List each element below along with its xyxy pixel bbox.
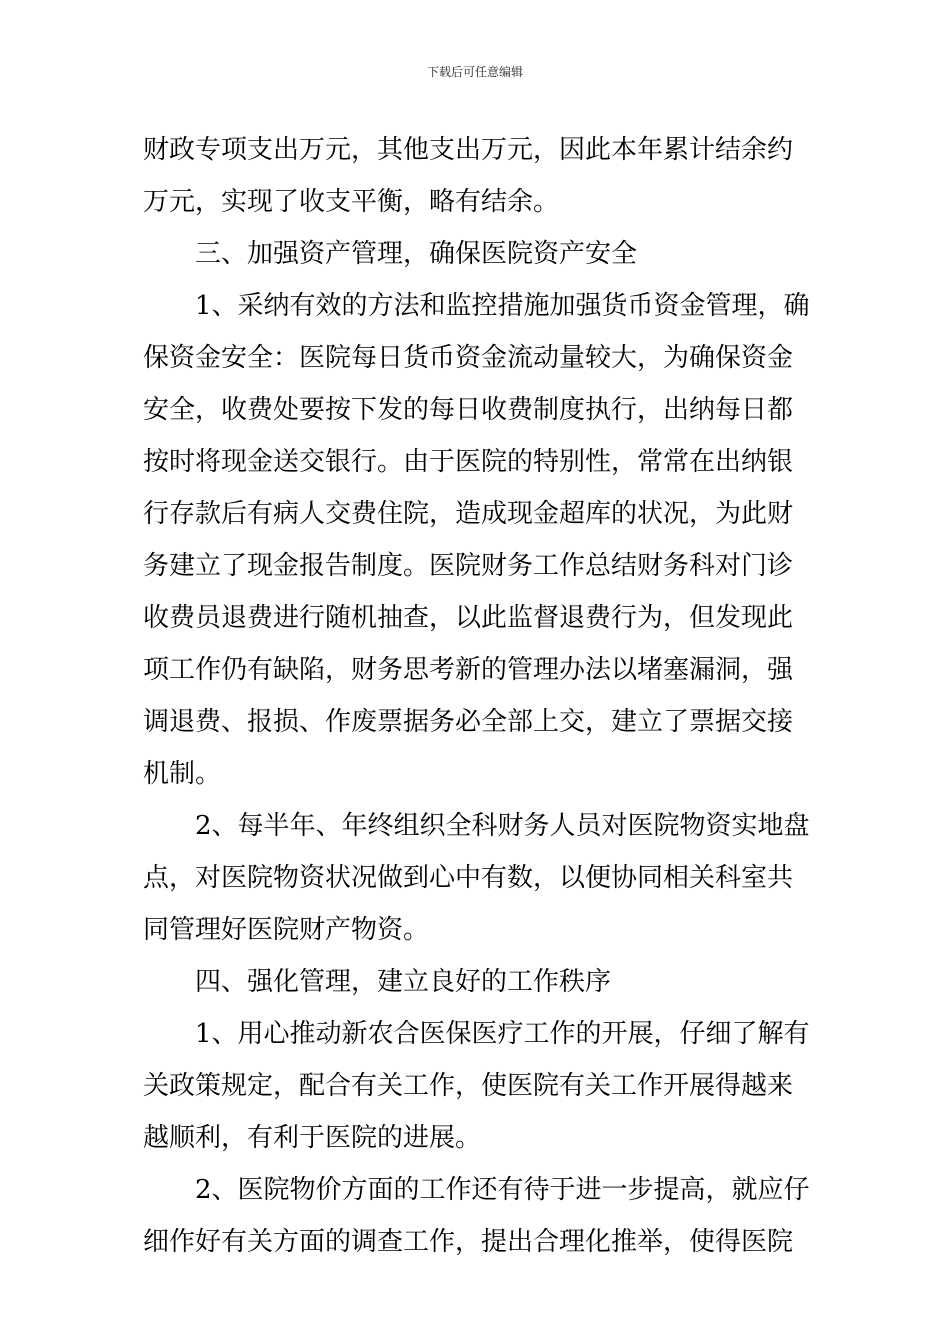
text-line: 安全，收费处要按下发的每日收费制度执行，出纳每日都 [143,395,794,425]
text-line: 2、医院物价方面的工作还有待于进一步提高，就应仔 [195,1175,810,1205]
page-header: 下载后可任意编辑 [426,65,523,79]
text-line: 越顺利，有利于医院的进展。 [143,1123,482,1153]
text-line: 同管理好医院财产物资。 [143,915,430,945]
text-line: 按时将现金送交银行。由于医院的特别性，常常在出纳银 [143,447,794,477]
text-line: 务建立了现金报告制度。医院财务工作总结财务科对门诊 [143,551,794,581]
text-line: 调退费、报损、作废票据务必全部上交，建立了票据交接 [143,707,794,737]
text-line: 财政专项支出万元，其他支出万元，因此本年累计结余约 [143,135,794,165]
text-line: 1、用心推动新农合医保医疗工作的开展，仔细了解有 [195,1019,810,1049]
text-line: 收费员退费进行随机抽查，以此监督退费行为，但发现此 [143,603,794,633]
text-line: 行存款后有病人交费住院，造成现金超库的状况，为此财 [143,499,794,529]
text-line: 点，对医院物资状况做到心中有数，以便协同相关科室共 [143,863,794,893]
text-line: 万元，实现了收支平衡，略有结余。 [143,187,560,217]
text-line: 项工作仍有缺陷，财务思考新的管理办法以堵塞漏洞，强 [143,655,794,685]
text-line: 机制。 [143,759,222,789]
text-line: 细作好有关方面的调查工作，提出合理化推举，使得医院 [143,1227,794,1257]
text-line: 保资金安全：医院每日货币资金流动量较大，为确保资金 [143,343,794,373]
text-line: 1、采纳有效的方法和监控措施加强货币资金管理，确 [195,291,810,321]
section-heading: 四、强化管理，建立良好的工作秩序 [195,967,612,997]
text-line: 关政策规定，配合有关工作，使医院有关工作开展得越来 [143,1071,794,1101]
section-heading: 三、加强资产管理，确保医院资产安全 [195,239,638,269]
document-body [143,124,811,1268]
text-line: 2、每半年、年终组织全科财务人员对医院物资实地盘 [195,811,810,841]
